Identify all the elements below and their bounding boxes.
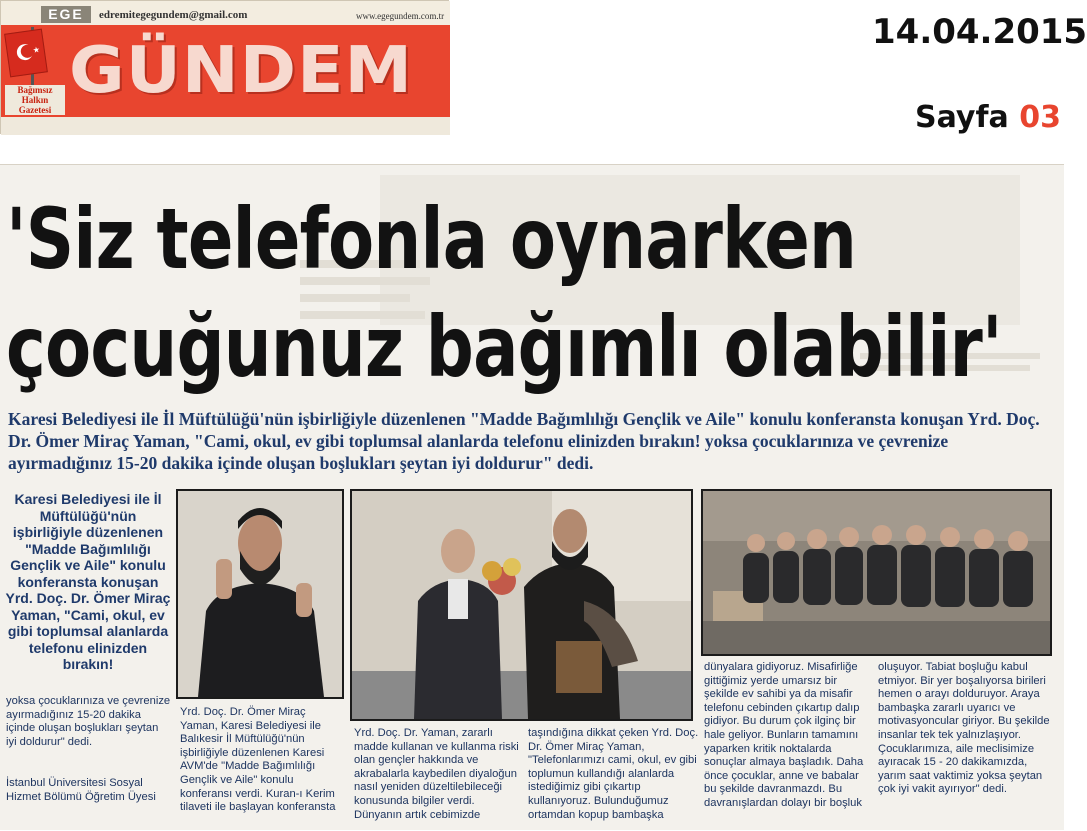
audience-image	[703, 491, 1050, 654]
masthead-website: www.egegundem.com.tr	[356, 11, 445, 21]
masthead-slogan: Bağımsız Halkın Gazetesi	[5, 85, 65, 115]
lead-quote: Karesi Belediyesi ile İl Müftülüğü'nün işbirliğiyle düzenlenen "Madde Bağımlılığı Gençlik ve Aile" konulu konferansta konuşan Yrd. Doç. Dr. Ömer Miraç Yaman, "Cami, okul, ev gibi toplumsal alanlarda telefonu elinizden bırakın!	[5, 491, 171, 672]
page-number-label	[915, 100, 1061, 135]
speaker-photo	[176, 489, 344, 699]
news-clipping	[0, 164, 1064, 830]
article-headline	[6, 185, 1058, 401]
article-column-4: taşındığına dikkat çeken Yrd. Doç. Dr. Ömer Miraç Yaman, "Telefonlarımızı cami, okul, ev gibi toplumun kullandığı alanlarda istediğimiz gibi çıkartıp kullanıyoruz. Bulunduğumuz ortamdan kopup bambaşka	[528, 727, 699, 821]
article-spot: Karesi Belediyesi ile İl Müftülüğü'nün işbirliğiyle düzenlenen "Madde Bağımlılığı Gençlik ve Aile" konulu konferansta konuşan Yrd. Doç. Dr. Ömer Miraç Yaman, "Cami, okul, ev gibi toplumsal alanlarda telefonu elinizden bırakın! yoksa çocuklarınıza ve çevrenize ayırmadığınız 15-20 dakika içinde oluşan boşlukları şeytan iyi doldurur" dedi.	[8, 409, 1040, 473]
newspaper-masthead	[0, 0, 449, 134]
article-column-6: oluşuyor. Tabiat boşluğu kabul etmiyor. Bir yer boşalıyorsa birileri hemen o arayı dolduruyor. Araya bambaşka zararlı uyarıcı ve motivasyoncular giriyor. Bu şekilde insanlar tek tek yalnızlaşıyor. Çocuklarımıza, aile meclisimize ayıracak 15 - 20 dakikamızda, yarım saat vaktimiz yoksa şeytan çok iyi vakit ayırıyor" dedi.	[878, 661, 1050, 796]
article-column-5: dünyalara gidiyoruz. Misafirliğe gittiğimiz yerde umarsız bir şekilde ev sahibi ya da misafir telefonu cebinden çıkartıp dalıp gidiyor. Bu durum çok ilginç bir hale geliyor. Bunların tamamını yaparken kritik noktalarda sonuçlar almaya başladık. Daha önce çocuklar, anne ve babalar bu şekilde davranmazdı. Bu davranışlardan dolayı bir boşluk	[704, 661, 864, 809]
masthead-email: edremitegegundem@gmail.com	[99, 9, 248, 21]
audience-photo	[701, 489, 1052, 656]
article-column-1: yoksa çocuklarınıza ve çevrenize ayırmadığınız 15-20 dakika içinde oluşan boşlukları şeytan iyi doldurur" dedi.	[6, 695, 171, 748]
article-column-2: Yrd. Doç. Dr. Ömer Miraç Yaman, Karesi Belediyesi ile Balıkesir İl Müftülüğü'nün işbirliğiyle düzenlenen Karesi AVM'de "Madde Bağımlılığı Gençlik ve Aile" konulu konferansı verdi. Kuran-ı Kerim tilaveti ile başlayan konferansta	[180, 706, 336, 814]
newspaper-title: GÜNDEM	[69, 34, 414, 108]
headline-line-1: 'Siz telefonla oynarken	[6, 190, 857, 288]
headline-line-2: çocuğunuz bağımlı olabilir'	[6, 298, 1002, 396]
article-column-1b: İstanbul Üniversitesi Sosyal Hizmet Bölümü Öğretim Üyesi	[6, 777, 156, 803]
publication-date: 14.04.2015	[872, 12, 1087, 52]
page-number: 03	[1019, 100, 1061, 135]
article-column-3: Yrd. Doç. Dr. Yaman, zararlı madde kullanan ve kullanma riski olan gençler hakkında ve akrabalarla kaybedilen diyaloğun nasıl yeniden düzeltilebileceği konusunda bilgiler verdi. Dünyanın artık cebimizde	[354, 727, 519, 821]
presentation-image	[352, 491, 691, 719]
turkish-flag-icon: ★	[4, 29, 48, 78]
page-label-text: Sayfa	[915, 100, 1009, 135]
flower-presentation-photo	[350, 489, 693, 721]
speaker-image	[178, 491, 342, 697]
masthead-series-label: EGE	[41, 6, 91, 23]
